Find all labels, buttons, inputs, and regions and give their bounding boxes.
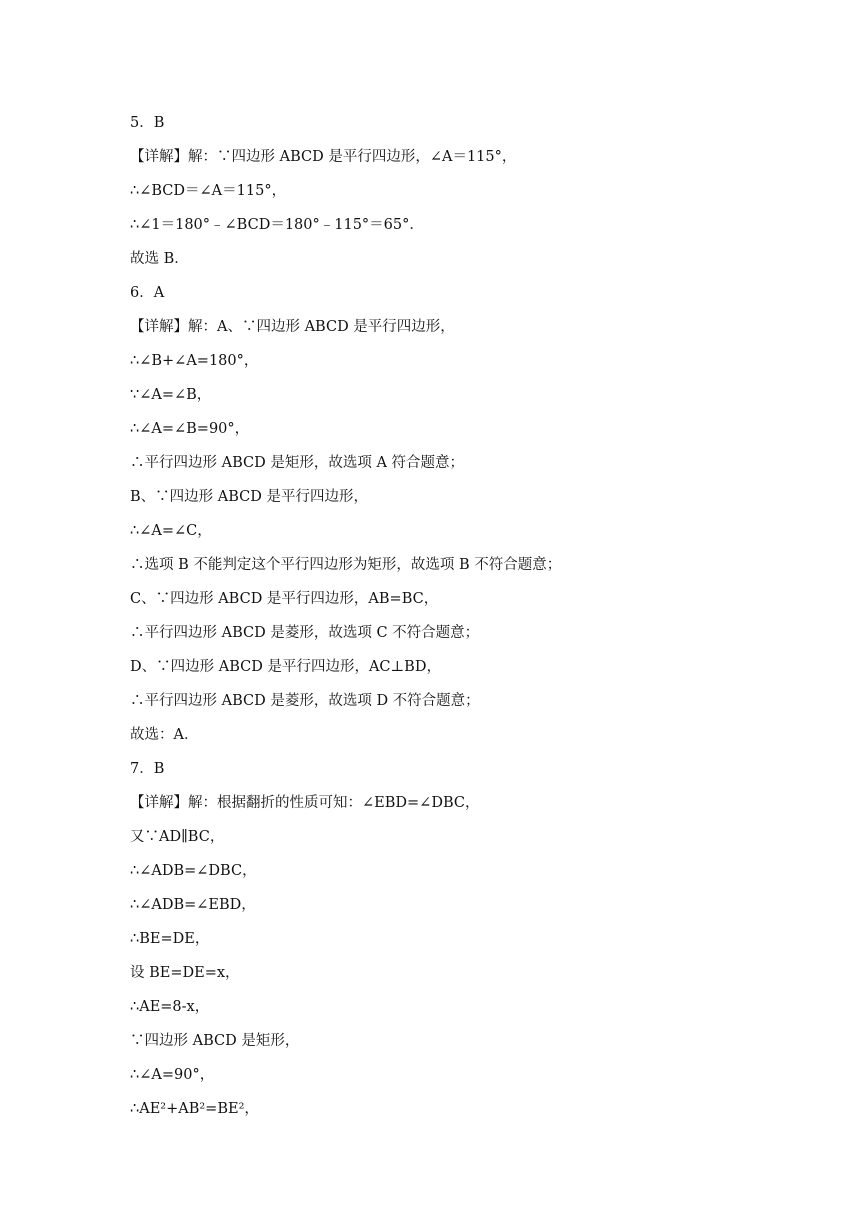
answer-7-line: ∴∠ADB=∠EBD， [130, 897, 256, 913]
answer-7-heading: 7．B [130, 761, 165, 777]
answer-7-line: ∴AE=8-x， [130, 999, 210, 1015]
answer-6-line: ∴平行四边形 ABCD 是菱形，故选项 D 不符合题意； [130, 693, 480, 709]
answer-7-line: ∵四边形 ABCD 是矩形， [130, 1033, 300, 1049]
answer-6-line: ∵∠A=∠B， [130, 387, 212, 403]
answer-7-line: ∴∠ADB=∠DBC， [130, 863, 257, 879]
answer-6-line: 【详解】解：A、∵四边形 ABCD 是平行四边形， [130, 319, 455, 335]
answer-6-line: D、∵四边形 ABCD 是平行四边形，AC⊥BD， [130, 659, 441, 675]
answer-5-conclusion: 故选 B． [130, 251, 189, 267]
answer-6-line: ∴平行四边形 ABCD 是菱形，故选项 C 不符合题意； [130, 625, 480, 641]
answer-6-line: ∴选项 B 不能判定这个平行四边形为矩形，故选项 B 不符合题意； [130, 557, 562, 573]
answer-6-line: ∴∠A=∠C， [130, 523, 212, 539]
solution-text [130, 109, 790, 1129]
answer-5-line: ∴∠1＝180°﹣∠BCD＝180°﹣115°＝65°． [130, 217, 424, 233]
answer-7-line: ∴AE²+AB²=BE²， [130, 1101, 259, 1117]
answer-6-line: ∴∠A=∠B=90°， [130, 421, 250, 437]
answer-6-line: B、∵四边形 ABCD 是平行四边形， [130, 489, 368, 505]
answer-6-line: ∴∠B+∠A=180°， [130, 353, 259, 369]
answer-7-line: ∴BE=DE， [130, 931, 210, 947]
answer-7-line: 【详解】解：根据翻折的性质可知：∠EBD=∠DBC， [130, 795, 480, 811]
answer-5-line: ∴∠BCD＝∠A＝115°， [130, 183, 287, 199]
answer-7-line: 设 BE=DE=x， [130, 965, 240, 981]
answer-5-line: 【详解】解：∵四边形 ABCD 是平行四边形，∠A＝115°， [130, 149, 517, 165]
answer-6-line: C、∵四边形 ABCD 是平行四边形，AB=BC， [130, 591, 439, 607]
answer-7-line: ∴∠A=90°， [130, 1067, 215, 1083]
answer-6-line: ∴平行四边形 ABCD 是矩形，故选项 A 符合题意； [130, 455, 465, 471]
answer-6-conclusion: 故选：A． [130, 727, 199, 743]
answer-5-heading: 5．B [130, 115, 165, 131]
answer-6-heading: 6．A [130, 285, 165, 301]
answer-7-line: 又∵AD∥BC， [130, 829, 225, 845]
